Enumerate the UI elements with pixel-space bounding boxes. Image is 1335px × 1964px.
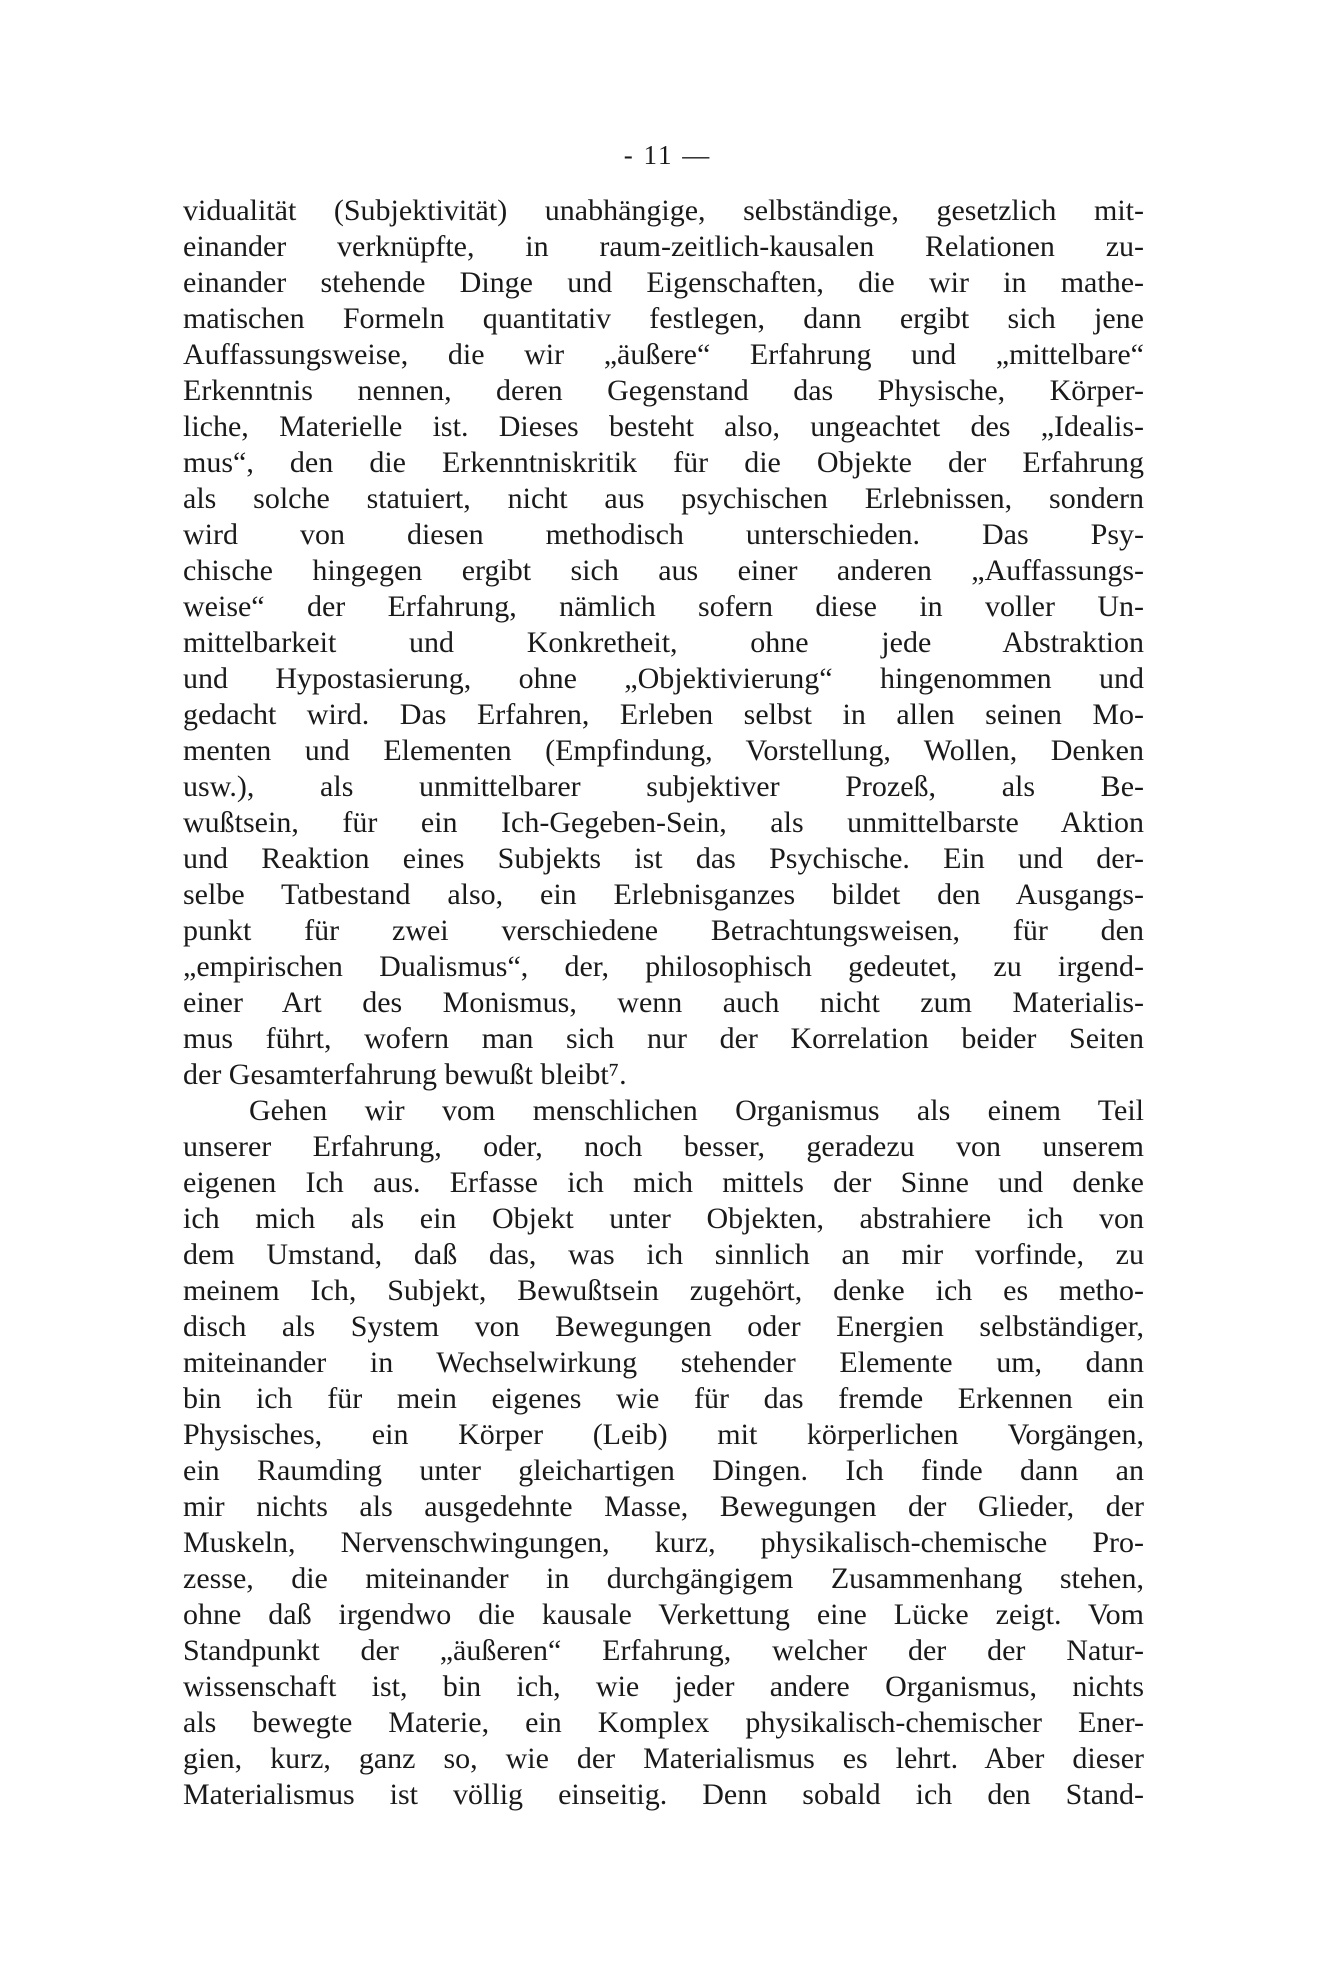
text-line: punkt für zwei verschiedene Betrachtungsweisen, für den: [183, 914, 1144, 947]
text-line: Auffassungsweise, die wir „äußere“ Erfahrung und „mittelbare“: [183, 338, 1144, 371]
text-line: Muskeln, Nervenschwingungen, kurz, physikalisch-chemische Pro-: [183, 1526, 1144, 1559]
text-line: disch als System von Bewegungen oder Energien selbständiger,: [183, 1310, 1144, 1343]
text-line: Erkenntnis nennen, deren Gegenstand das Physische, Körper-: [183, 374, 1144, 407]
text-line: und Hypostasierung, ohne „Objektivierung“ hingenommen und: [183, 662, 1144, 695]
text-line: wußtsein, für ein Ich-Gegeben-Sein, als unmittelbarste Aktion: [183, 806, 1144, 839]
text-line: Gehen wir vom menschlichen Organismus als einem Teil: [249, 1094, 1144, 1127]
text-line: usw.), als unmittelbarer subjektiver Prozeß, als Be-: [183, 770, 1144, 803]
text-line: eigenen Ich aus. Erfasse ich mich mittels der Sinne und denke: [183, 1166, 1144, 1199]
text-line: Materialismus ist völlig einseitig. Denn sobald ich den Stand-: [183, 1778, 1144, 1811]
text-line: als bewegte Materie, ein Komplex physikalisch-chemischer Ener-: [183, 1706, 1144, 1739]
text-line: miteinander in Wechselwirkung stehender Elemente um, dann: [183, 1346, 1144, 1379]
paragraph-1: [183, 193, 1144, 1093]
text-line: einer Art des Monismus, wenn auch nicht zum Materialis-: [183, 986, 1144, 1019]
text-line: gedacht wird. Das Erfahren, Erleben selbst in allen seinen Mo-: [183, 698, 1144, 731]
text-line: einander verknüpfte, in raum-zeitlich-kausalen Relationen zu-: [183, 230, 1144, 263]
text-line: unserer Erfahrung, oder, noch besser, geradezu von unserem: [183, 1130, 1144, 1163]
text-line: zesse, die miteinander in durchgängigem Zusammenhang stehen,: [183, 1562, 1144, 1595]
text-line: „empirischen Dualismus“, der, philosophisch gedeutet, zu irgend-: [183, 950, 1144, 983]
text-line: liche, Materielle ist. Dieses besteht also, ungeachtet des „Idealis-: [183, 410, 1144, 443]
text-line: chische hingegen ergibt sich aus einer anderen „Auffassungs-: [183, 554, 1144, 587]
paragraph-2: [183, 1093, 1144, 1813]
text-line: ein Raumding unter gleichartigen Dingen. Ich finde dann an: [183, 1454, 1144, 1487]
text-line: weise“ der Erfahrung, nämlich sofern diese in voller Un-: [183, 590, 1144, 623]
page-number: - 11 —: [623, 140, 712, 170]
text-line: matischen Formeln quantitativ festlegen, dann ergibt sich jene: [183, 302, 1144, 335]
text-line: als solche statuiert, nicht aus psychischen Erlebnissen, sondern: [183, 482, 1144, 515]
text-line: gien, kurz, ganz so, wie der Materialismus es lehrt. Aber dieser: [183, 1742, 1144, 1775]
body-text: [183, 193, 1144, 1813]
text-line: wissenschaft ist, bin ich, wie jeder andere Organismus, nichts: [183, 1670, 1144, 1703]
text-line: Physisches, ein Körper (Leib) mit körperlichen Vorgängen,: [183, 1418, 1144, 1451]
text-line: wird von diesen methodisch unterschieden. Das Psy-: [183, 518, 1144, 551]
text-line: Standpunkt der „äußeren“ Erfahrung, welcher der der Natur-: [183, 1634, 1144, 1667]
text-line: menten und Elementen (Empfindung, Vorstellung, Wollen, Denken: [183, 734, 1144, 767]
text-line: ohne daß irgendwo die kausale Verkettung eine Lücke zeigt. Vom: [183, 1598, 1144, 1631]
text-line: mittelbarkeit und Konkretheit, ohne jede Abstraktion: [183, 626, 1144, 659]
text-line: selbe Tatbestand also, ein Erlebnisganzes bildet den Ausgangs-: [183, 878, 1144, 911]
text-line: meinem Ich, Subjekt, Bewußtsein zugehört, denke ich es metho-: [183, 1274, 1144, 1307]
text-line: einander stehende Dinge und Eigenschaften, die wir in mathe-: [183, 266, 1144, 299]
text-line: mus“, den die Erkenntniskritik für die Objekte der Erfahrung: [183, 446, 1144, 479]
text-line: mir nichts als ausgedehnte Masse, Bewegungen der Glieder, der: [183, 1490, 1144, 1523]
text-line: bin ich für mein eigenes wie für das fremde Erkennen ein: [183, 1382, 1144, 1415]
text-line: mus führt, wofern man sich nur der Korrelation beider Seiten: [183, 1022, 1144, 1055]
text-line: der Gesamterfahrung bewußt bleibt⁷.: [183, 1058, 627, 1091]
text-line: ich mich als ein Objekt unter Objekten, abstrahiere ich von: [183, 1202, 1144, 1235]
text-line: vidualität (Subjektivität) unabhängige, selbständige, gesetzlich mit-: [183, 194, 1144, 227]
text-line: und Reaktion eines Subjekts ist das Psychische. Ein und der-: [183, 842, 1144, 875]
text-line: dem Umstand, daß das, was ich sinnlich an mir vorfinde, zu: [183, 1238, 1144, 1271]
